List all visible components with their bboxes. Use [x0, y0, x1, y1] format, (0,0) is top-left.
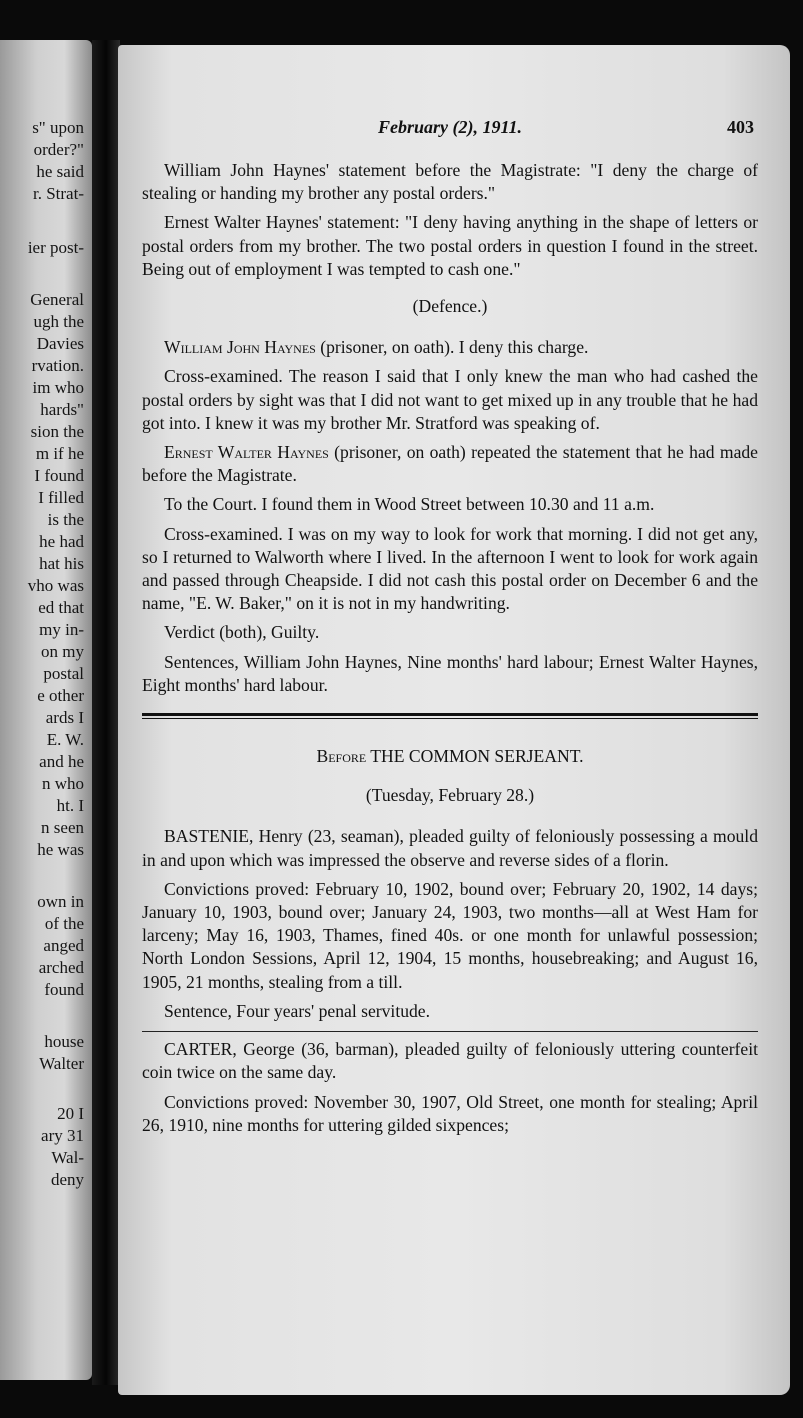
- paragraph: Verdict (both), Guilty.: [164, 622, 320, 643]
- left-page-line: E. W.: [46, 730, 84, 749]
- paragraph: William John Haynes (prisoner, on oath). I deny this charge.: [164, 337, 589, 358]
- left-page-line: n seen: [41, 818, 84, 837]
- left-page-line: found: [44, 980, 84, 999]
- left-page-line: hat his: [39, 554, 84, 573]
- left-page-line: im who: [32, 378, 84, 397]
- left-page-line: he said: [36, 162, 84, 181]
- left-page-line: r. Strat-: [33, 184, 84, 203]
- defence-heading: (Defence.): [412, 296, 488, 317]
- left-page-line: of the: [44, 914, 84, 933]
- page-number: 403: [727, 117, 754, 137]
- left-page-line: is the: [47, 510, 84, 529]
- left-page-line: vho was: [27, 576, 84, 595]
- left-page-line: own in: [37, 892, 84, 911]
- paragraph: Convictions proved: November 30, 1907, Old Street, one month for stealing; April 26, 1910, nine months for uttering gilded sixpences;: [142, 1091, 758, 1135]
- running-title: February (2), 1911.: [378, 117, 522, 137]
- left-page-line: ier post-: [27, 238, 84, 257]
- left-page-line: rvation.: [31, 356, 84, 375]
- left-page-line: e other: [37, 686, 84, 705]
- left-page-line: I filled: [38, 488, 84, 507]
- left-page-line: my in-: [39, 620, 84, 639]
- left-page-line: hards": [40, 400, 84, 419]
- paragraph: Cross-examined. The reason I said that I only knew the man who had cashed the postal orders by sight was that I did not want to get mixed up in any trouble that he had got into. I knew it was my brother Mr. Stratford was speaking of.: [142, 366, 758, 433]
- book-page: [118, 45, 790, 1395]
- left-page-line: ary 31: [41, 1126, 84, 1145]
- left-page-line: Wal-: [51, 1148, 84, 1167]
- book-gutter: [92, 40, 120, 1385]
- left-page-line: ed that: [38, 598, 84, 617]
- paragraph: CARTER, George (36, barman), pleaded guilty of feloniously uttering counterfeit coin twice on the same day.: [142, 1039, 758, 1083]
- left-page-line: he was: [37, 840, 84, 859]
- running-header: [142, 117, 758, 141]
- left-page-line: anged: [43, 936, 84, 955]
- prisoner-name: Ernest Walter Haynes: [164, 442, 329, 463]
- left-page-line: Walter: [39, 1054, 84, 1073]
- left-page-line: order?": [33, 140, 84, 159]
- left-page-line: postal: [43, 664, 84, 683]
- left-page-line: deny: [50, 1170, 84, 1189]
- left-facing-page: [0, 40, 92, 1380]
- left-page-line: ht. I: [56, 796, 84, 815]
- left-page-line: General: [30, 290, 84, 309]
- left-page-line: he had: [39, 532, 84, 551]
- left-page-line: and he: [39, 752, 84, 771]
- section-divider: [142, 713, 758, 719]
- left-page-line: I found: [34, 466, 84, 485]
- left-page-line: ugh the: [33, 312, 84, 331]
- page-body: [142, 159, 758, 1143]
- paragraph: William John Haynes' statement before the Magistrate: "I deny the charge of stealing or handing my brother any postal orders.": [142, 160, 758, 204]
- date-heading: (Tuesday, February 28.): [365, 785, 535, 806]
- paragraph: Cross-examined. I was on my way to look for work that morning. I did not get any, so I returned to Walworth where I lived. In the afternoon I went to look for work again and passed through Cheapside. I did not cash this postal order on December 6 and the name, "E. W. Baker," on it is not in my handwriting.: [142, 523, 758, 614]
- paragraph: Convictions proved: February 10, 1902, bound over; February 20, 1902, 14 days; January 10, 1903, bound over; January 24, 1903, two months—all at West Ham for larceny; May 16, 1903, Thames, fined 40s. or one month for unlawful possession; North London Sessions, April 12, 1904, 15 months, housebreaking; and August 16, 1905, 21 months, stealing from a till.: [142, 878, 758, 992]
- left-page-line: on my: [41, 642, 84, 661]
- section-heading: Before THE COMMON SERJEANT.: [316, 746, 584, 767]
- left-page-line: m if he: [35, 444, 84, 463]
- paragraph: Sentence, Four years' penal servitude.: [164, 1000, 431, 1021]
- left-page-line: arched: [38, 958, 84, 977]
- paragraph: To the Court. I found them in Wood Street between 10.30 and 11 a.m.: [164, 494, 655, 515]
- left-page-line: n who: [41, 774, 84, 793]
- case-divider: [142, 1031, 758, 1032]
- left-page-line: sion the: [30, 422, 84, 441]
- paragraph: Sentences, William John Haynes, Nine months' hard labour; Ernest Walter Haynes, Eight months' hard labour.: [142, 651, 758, 695]
- left-page-line: s" upon: [32, 118, 84, 137]
- paragraph: BASTENIE, Henry (23, seaman), pleaded guilty of feloniously possessing a mould in and upon which was impressed the observe and reverse sides of a florin.: [142, 826, 758, 870]
- left-page-line: house: [44, 1032, 84, 1051]
- paragraph: Ernest Walter Haynes (prisoner, on oath) repeated the statement that he had made before the Magistrate.: [142, 442, 758, 486]
- paragraph: Ernest Walter Haynes' statement: "I deny having anything in the shape of letters or postal orders from my brother. The two postal orders in question I found in the street. Being out of employment I was tempted to cash one.": [142, 212, 758, 279]
- left-page-line: ards I: [45, 708, 84, 727]
- prisoner-name: William John Haynes: [164, 337, 316, 358]
- left-page-line: Davies: [36, 334, 84, 353]
- left-page-line: 20 I: [57, 1104, 84, 1123]
